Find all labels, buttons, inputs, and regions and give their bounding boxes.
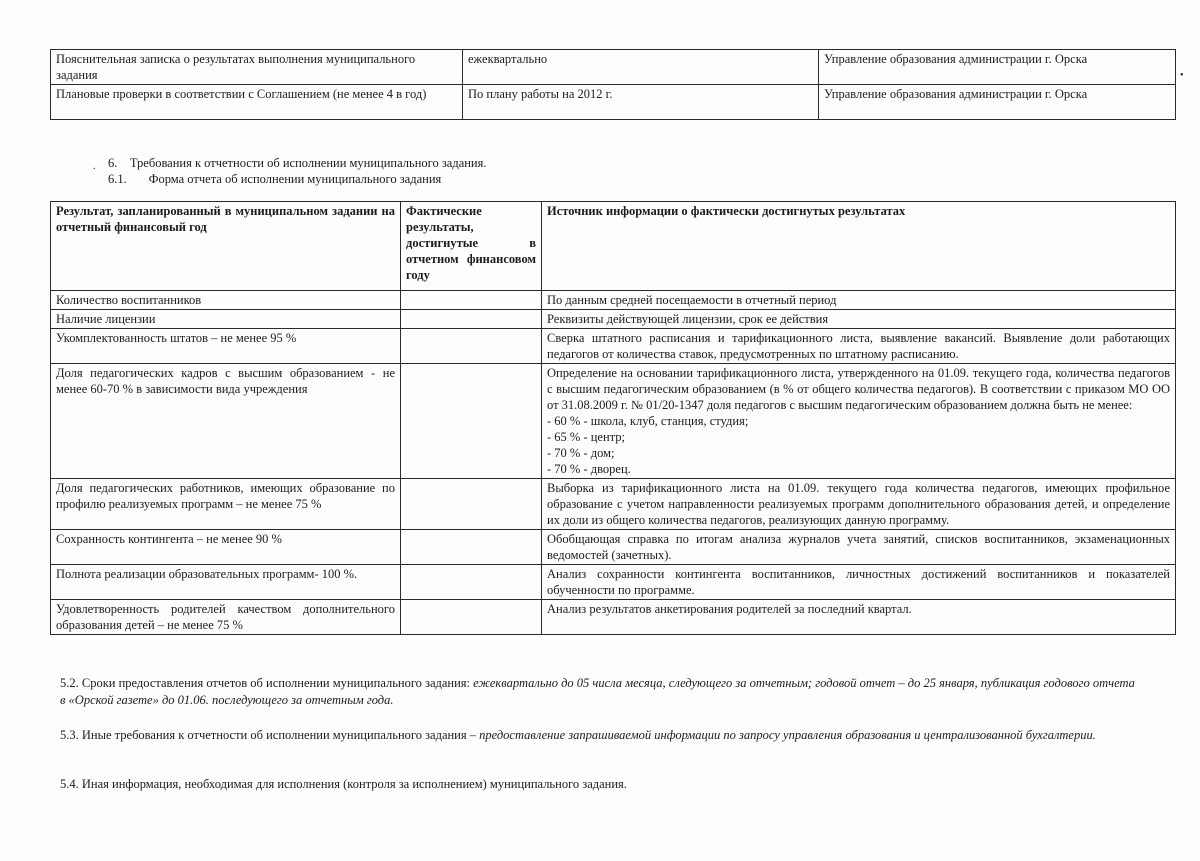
list-item: - 60 % - школа, клуб, станция, студия; <box>547 414 749 428</box>
result-cell: Доля педагогических кадров с высшим образованием - не менее 60-70 % в зависимости вида учреждения <box>51 364 401 479</box>
source-cell: Реквизиты действующей лицензии, срок ее действия <box>542 310 1176 329</box>
note-5-3 <box>60 727 1140 744</box>
actual-cell <box>401 291 542 310</box>
note-text: предоставление запрашиваемой информации по запросу управления образования и централизованной бухгалтерии. <box>479 728 1096 742</box>
column-header: Источник информации о фактически достигнутых результатах <box>542 202 1176 291</box>
column-header: Результат, запланированный в муниципальном задании на отчетный финансовый год <box>51 202 401 291</box>
section-number: 6.1. <box>108 172 127 186</box>
top-table <box>50 49 1176 120</box>
table-row <box>51 600 1176 635</box>
note-5-2 <box>60 675 1140 709</box>
result-cell: Полнота реализации образовательных программ- 100 %. <box>51 565 401 600</box>
table-row <box>51 291 1176 310</box>
actual-cell <box>401 600 542 635</box>
result-cell: Количество воспитанников <box>51 291 401 310</box>
actual-cell <box>401 329 542 364</box>
table-header-row <box>51 202 1176 291</box>
section-title: Форма отчета об исполнении муниципального задания <box>148 172 442 186</box>
actual-cell <box>401 310 542 329</box>
actual-cell <box>401 530 542 565</box>
table-row <box>51 565 1176 600</box>
source-cell: По данным средней посещаемости в отчетный период <box>542 291 1176 310</box>
table-cell: Пояснительная записка о результатах выполнения муниципального задания <box>51 50 463 85</box>
table-row <box>51 530 1176 565</box>
source-cell: Обобщающая справка по итогам анализа журналов учета занятий, списков воспитанников, экзаменационных ведомостей (зачетных). <box>542 530 1176 565</box>
actual-cell <box>401 565 542 600</box>
table-cell: По плану работы на 2012 г. <box>463 85 819 120</box>
source-cell: Сверка штатного расписания и тарификационного листа, выявление вакансий. Выявление доли работающих педагогов от количества ставок, предусмотренных по штатному расписанию. <box>542 329 1176 364</box>
list-item: - 70 % - дворец. <box>547 462 631 476</box>
table-cell: Плановые проверки в соответствии с Соглашением (не менее 4 в год) <box>51 85 463 120</box>
source-cell: Анализ сохранности контингента воспитанников, личностных достижений воспитанников и показателей обученности по программе. <box>542 565 1176 600</box>
scan-mark: • <box>1180 70 1184 81</box>
list-item: - 70 % - дом; <box>547 446 615 460</box>
table-row <box>51 479 1176 530</box>
table-row <box>51 50 1176 85</box>
source-text: Определение на основании тарификационного листа, утвержденного на 01.09. текущего года, количества педагогов с высшим педагогическим образованием (в % от общего количества педагогов). В соответствии с приказом МО ОО от 31.08.2009 г. № 01/20-1347 доля педагогов с высшим педагогическим образованием должна быть не менее: <box>547 366 1170 412</box>
section-6-1-heading <box>108 171 441 187</box>
result-cell: Укомплектованность штатов – не менее 95 % <box>51 329 401 364</box>
list-item: - 65 % - центр; <box>547 430 626 444</box>
report-form-table <box>50 201 1176 635</box>
result-cell: Удовлетворенность родителей качеством дополнительного образования детей – не менее 75 % <box>51 600 401 635</box>
note-label: 5.3. Иные требования к отчетности об исполнении муниципального задания – <box>60 728 476 742</box>
section-6-heading <box>108 155 487 171</box>
table-cell: Управление образования администрации г. Орска <box>819 50 1176 85</box>
section-title: Требования к отчетности об исполнении муниципального задания. <box>129 156 487 170</box>
table-row <box>51 329 1176 364</box>
source-cell: Анализ результатов анкетирования родителей за последний квартал. <box>542 600 1176 635</box>
table-cell: Управление образования администрации г. Орска <box>819 85 1176 120</box>
scan-mark: . <box>93 161 96 172</box>
result-cell: Доля педагогических работников, имеющих образование по профилю реализуемых программ – не менее 75 % <box>51 479 401 530</box>
table-cell: ежеквартально <box>463 50 819 85</box>
table-row <box>51 85 1176 120</box>
result-cell: Сохранность контингента – не менее 90 % <box>51 530 401 565</box>
note-5-4: 5.4. Иная информация, необходимая для исполнения (контроля за исполнением) муниципального задания. <box>60 777 627 791</box>
actual-cell <box>401 364 542 479</box>
source-cell <box>542 364 1176 479</box>
table-row <box>51 364 1176 479</box>
source-cell: Выборка из тарификационного листа на 01.09. текущего года количества педагогов, имеющих профильное образование с учетом направленности реализуемых программ дополнительного образования детей, и определение их доли из общего количества педагогов, реализующих данную программу. <box>542 479 1176 530</box>
note-label: 5.2. Сроки предоставления отчетов об исполнении муниципального задания: <box>60 676 471 690</box>
section-number: 6. <box>108 156 118 170</box>
result-cell: Наличие лицензии <box>51 310 401 329</box>
actual-cell <box>401 479 542 530</box>
note-text: ежеквартально до 05 числа месяца, следующего за отчетным; годовой отчет – до 25 января, публикация годового отчета в «Орской газете» до 01.06. последующего за отчетным года. <box>60 676 1135 707</box>
column-header: Фактические результаты, достигнутые в отчетном финансовом году <box>401 202 542 291</box>
table-row <box>51 310 1176 329</box>
